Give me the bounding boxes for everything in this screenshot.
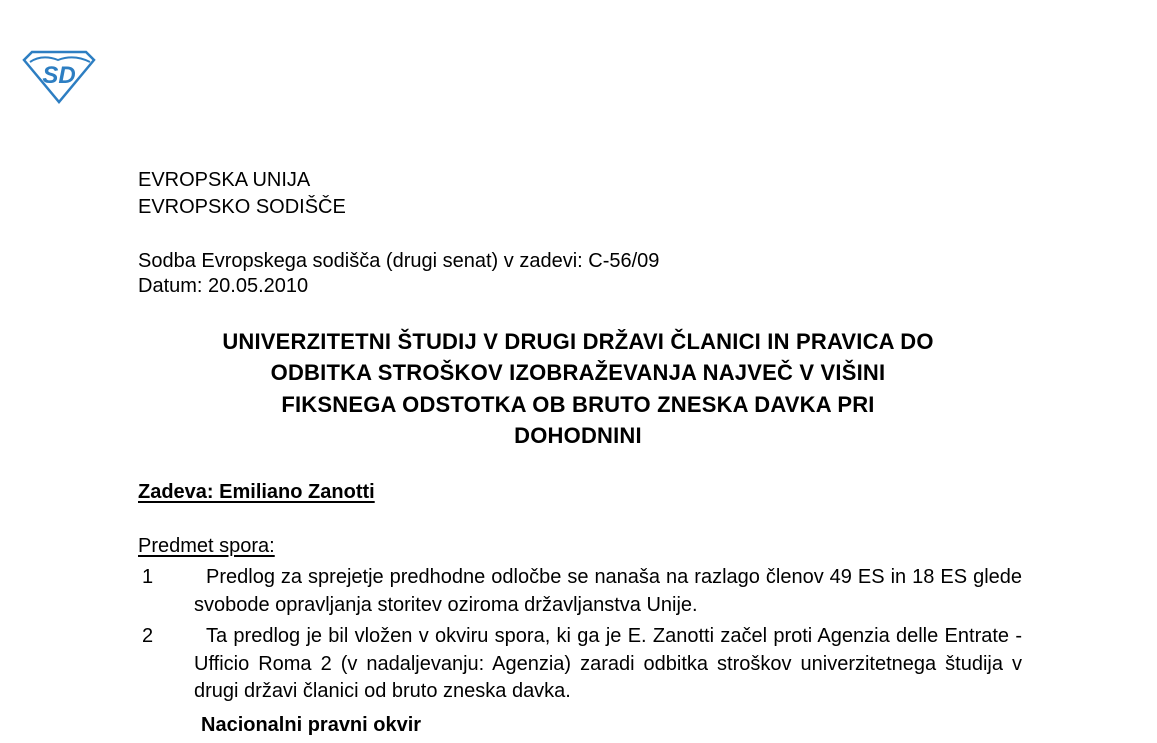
paragraph-1-text: Predlog za sprejetje predhodne odločbe se nanaša na razlago členov 49 ES in 18 ES glede svobode opravljanja storitev oziroma državljanstva Unije.	[194, 566, 1022, 616]
paragraph-number-2: 2	[142, 625, 154, 647]
judgment-line: Sodba Evropskega sodišča (drugi senat) v zadevi: C-56/09	[138, 250, 660, 272]
document-title-line-3: FIKSNEGA ODSTOTKA OB BRUTO ZNESKA DAVKA PRI	[281, 392, 875, 417]
document-title-line-2: ODBITKA STROŠKOV IZOBRAŽEVANJA NAJVEČ V VIŠINI	[270, 360, 886, 385]
document-title-line-4: DOHODNINI	[514, 423, 642, 448]
national-law-heading: Nacionalni pravni okvir	[201, 714, 422, 736]
case-label: Zadeva: Emiliano Zanotti	[138, 481, 375, 503]
document-title-line-1: UNIVERZITETNI ŠTUDIJ V DRUGI DRŽAVI ČLANICI IN PRAVICA DO	[222, 329, 934, 354]
subject-heading: Predmet spora:	[138, 535, 275, 557]
date-line: Datum: 20.05.2010	[138, 275, 309, 297]
logo-text: SD	[42, 62, 76, 89]
paragraph-2-text: Ta predlog je bil vložen v okviru spora, ki ga je E. Zanotti začel proti Agenzia delle Entrate - Ufficio Roma 2 (v nadaljevanju: Agenzia) zaradi odbitka stroškov univerzitetnega študija v drugi državi članici od bruto zneska davka.	[194, 625, 1022, 702]
paragraph-1	[194, 564, 1022, 619]
paragraph-number-1: 1	[142, 566, 154, 588]
header-line-2: EVROPSKO SODIŠČE	[138, 196, 346, 218]
sd-logo-icon	[22, 46, 96, 104]
header-line-1: EVROPSKA UNIJA	[138, 169, 311, 191]
paragraph-2	[194, 623, 1022, 706]
